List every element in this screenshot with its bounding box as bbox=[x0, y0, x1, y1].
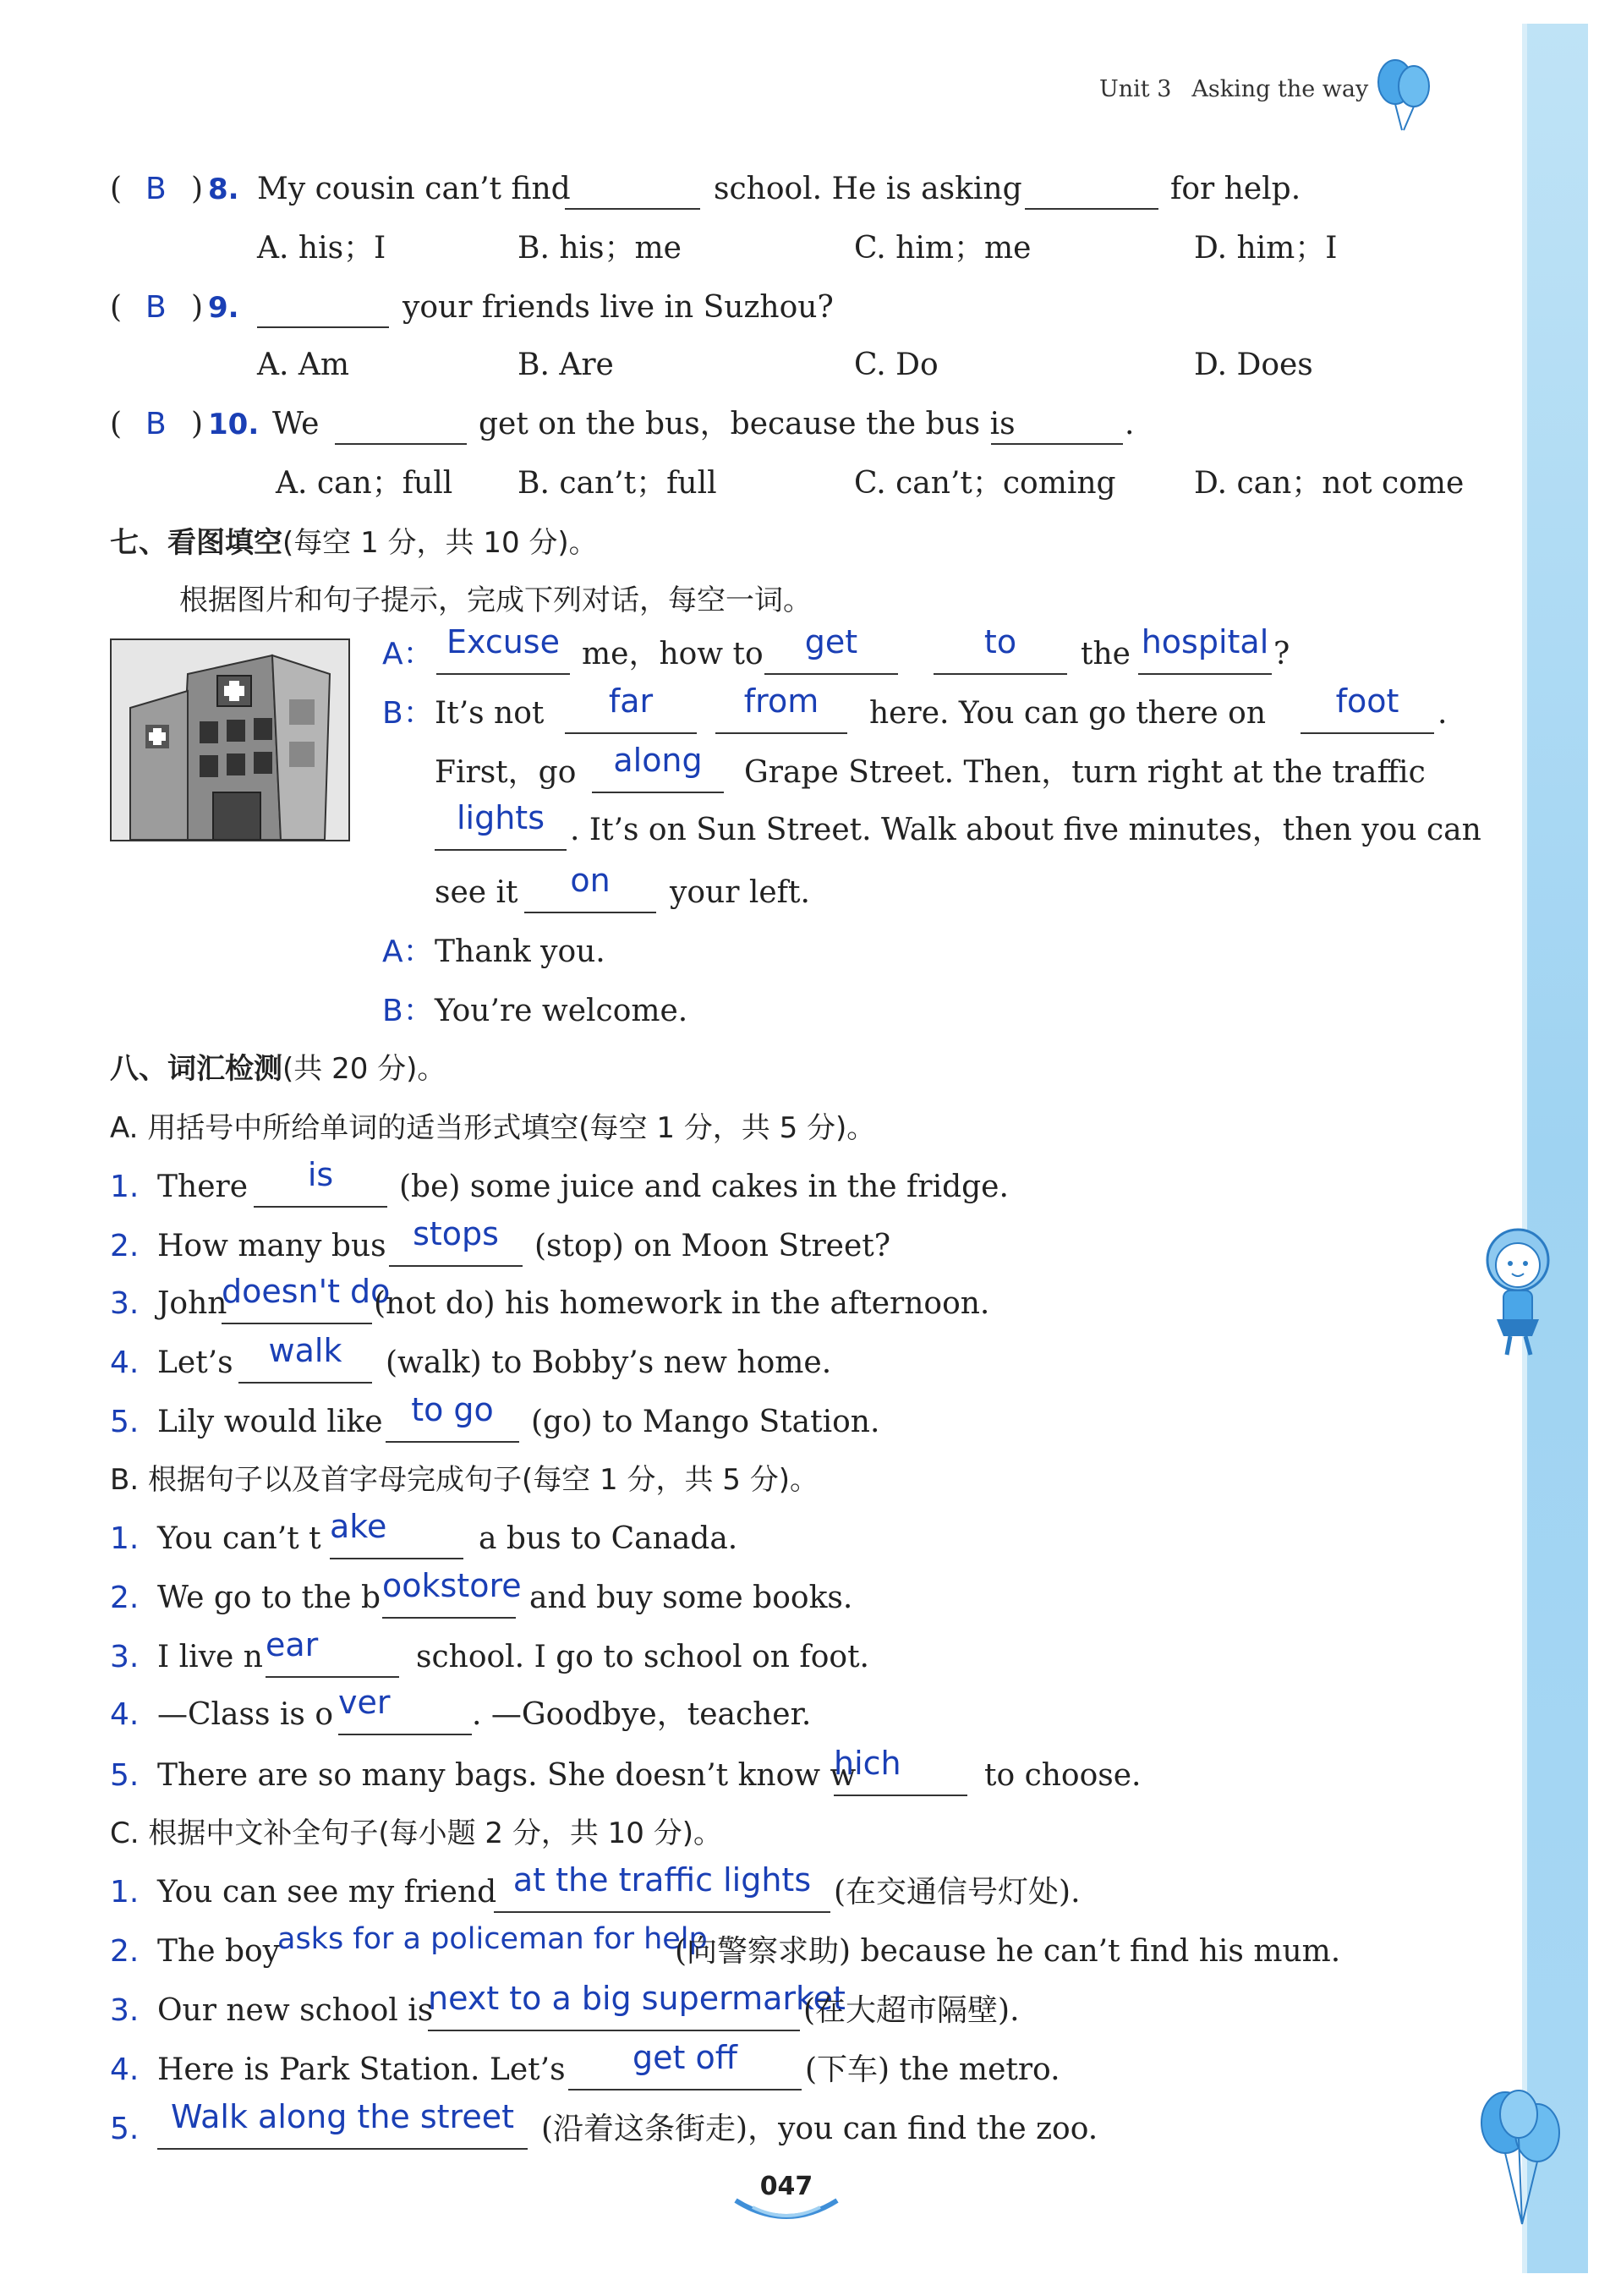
blank: lights bbox=[435, 814, 567, 851]
blank: asks for a policeman for help bbox=[277, 1922, 708, 1956]
blank: stops bbox=[389, 1230, 523, 1267]
blank: Excuse bbox=[436, 638, 570, 675]
blank: get bbox=[764, 638, 898, 675]
blank: at the traffic lights bbox=[494, 1876, 830, 1913]
blank bbox=[1025, 173, 1158, 210]
hospital-building-icon bbox=[112, 640, 348, 840]
blank bbox=[257, 291, 389, 328]
section-7-instruction: 根据图片和句子提示，完成下列对话，每空一词。 bbox=[179, 584, 812, 617]
unit-label: Unit 3 bbox=[1099, 76, 1172, 102]
running-header bbox=[1099, 76, 1368, 102]
mc-answer: B bbox=[145, 290, 167, 325]
blank: next to a big supermarket bbox=[428, 1994, 800, 2031]
blank: hich bbox=[834, 1759, 967, 1796]
part-b-title: B. 根据句子以及首字母完成句子(每空 1 分，共 5 分)。 bbox=[110, 1463, 819, 1497]
blank: foot bbox=[1301, 697, 1434, 734]
page-number-ornament bbox=[727, 2190, 846, 2233]
blank: doesn't do bbox=[222, 1287, 372, 1324]
blank: ookstore bbox=[382, 1581, 516, 1619]
blank bbox=[991, 408, 1123, 445]
blank: ear bbox=[266, 1641, 399, 1678]
blank: to bbox=[934, 638, 1067, 675]
unit-title: Asking the way bbox=[1191, 76, 1369, 102]
blank: is bbox=[254, 1170, 387, 1208]
cartoon-girl-icon bbox=[1471, 1218, 1564, 1362]
blank: to go bbox=[386, 1406, 519, 1443]
blank: ver bbox=[338, 1698, 472, 1735]
section-8-heading: 八、词汇检测(共 20 分)。 bbox=[110, 1052, 446, 1086]
blank: Walk along the street bbox=[157, 2112, 528, 2150]
blank bbox=[565, 173, 700, 210]
blank: far bbox=[565, 697, 697, 734]
balloons-icon bbox=[1471, 2080, 1573, 2233]
blank: from bbox=[715, 697, 847, 734]
page-number: 047 bbox=[759, 2172, 813, 2201]
blank: ake bbox=[330, 1522, 463, 1559]
decorative-side-strip bbox=[1527, 24, 1588, 2273]
blank: get off bbox=[568, 2053, 802, 2091]
mc-answer: B bbox=[145, 407, 167, 441]
blank bbox=[335, 408, 467, 445]
part-a-title: A. 用括号中所给单词的适当形式填空(每空 1 分，共 5 分)。 bbox=[110, 1111, 876, 1145]
blank: hospital bbox=[1138, 638, 1272, 675]
blank: on bbox=[524, 876, 656, 913]
section-7-heading: 七、看图填空(每空 1 分，共 10 分)。 bbox=[110, 526, 598, 560]
blank: along bbox=[592, 756, 724, 793]
mc-answer: B bbox=[145, 172, 167, 206]
blank: walk bbox=[238, 1346, 372, 1384]
part-c-title: C. 根据中文补全句子(每小题 2 分，共 10 分)。 bbox=[110, 1817, 723, 1850]
balloon-icon bbox=[1370, 52, 1438, 137]
hospital-picture bbox=[110, 638, 350, 841]
